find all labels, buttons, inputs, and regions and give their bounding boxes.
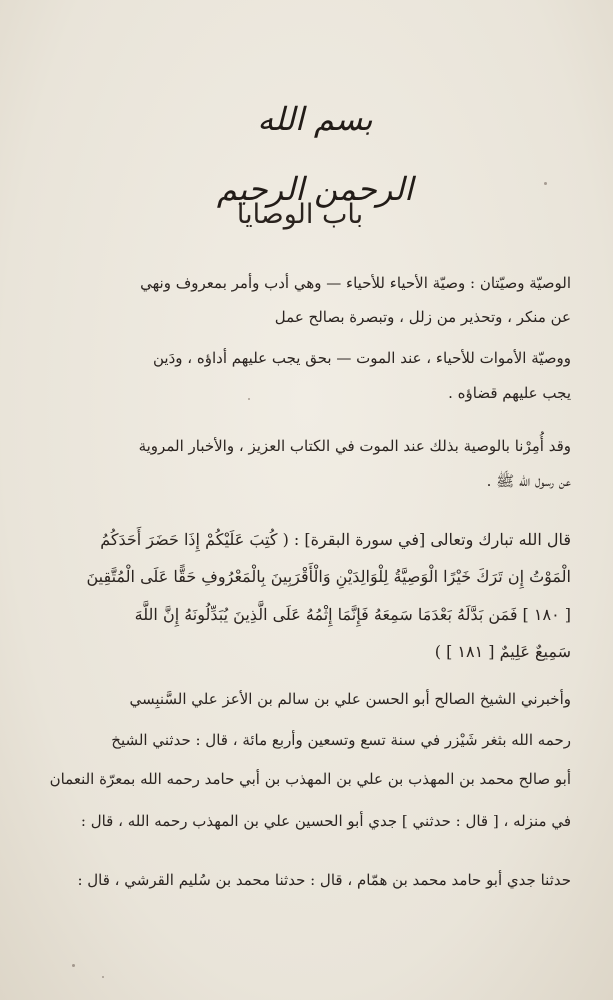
- text-line: رحمه الله بثغر شَيْزر في سنة تسع وتسعين وأربع مائة ، قال : حدثني الشيخ: [111, 731, 571, 749]
- text-line: وأخبرني الشيخ الصالح أبو الحسن علي بن سالم بن الأعز علي السَّنبِسي: [129, 690, 571, 708]
- text-line: الوصيّة وصيّتان : وصيّة الأحياء للأحياء — وهي أدب وأمر بمعروف ونهي: [140, 274, 571, 292]
- quran-verse-line: سَمِيعٌ عَلِيمٌ [ ١٨١ ] ): [434, 642, 571, 661]
- text-line: في منزله ، [ قال : حدثني ] جدي أبو الحسين علي بن المهذب رحمه الله ، قال :: [80, 812, 571, 830]
- text-line: ووصيّة الأموات للأحياء ، عند الموت — بحق يجب عليهم أداؤه ، ودَين: [153, 349, 571, 367]
- chapter-title: باب الوصايا: [236, 199, 364, 230]
- paper-speck: [544, 182, 547, 185]
- quran-verse-line: [ ١٨٠ ] فَمَن بَدَّلَهُ بَعْدَمَا سَمِعَهُ فَإِنَّمَا إِثْمُهُ عَلَى الَّذِينَ يُبَدِّلُونَهُ إِنَّ اللَّهَ: [134, 605, 571, 624]
- text-line: يجب عليهم قضاؤه .: [448, 384, 571, 402]
- text-line: وقد أُمِرْنا بالوصية بذلك عند الموت في الكتاب العزيز ، والأخبار المروية: [138, 437, 571, 455]
- paper-speck: [72, 964, 75, 967]
- paper-speck: [102, 976, 104, 978]
- quran-verse-line: قال الله تبارك وتعالى [في سورة البقرة] : ( كُتِبَ عَلَيْكُمْ إِذَا حَضَرَ أَحَدَكُمُ: [100, 530, 571, 549]
- text-line: أبو صالح محمد بن المهذب بن علي بن المهذب بن أبي حامد رحمه الله بمعرّة النعمان: [49, 770, 571, 788]
- text-line: عن رسول الله ﷺ .: [486, 472, 571, 490]
- paper-speck: [248, 398, 250, 400]
- quran-verse-line: الْمَوْتُ إِن تَرَكَ خَيْرًا الْوَصِيَّةُ لِلْوَالِدَيْنِ وَالْأَقْرَبِينَ بِالْمَعْرُوفِ حَقًّا عَلَى الْمُتَّقِينَ: [86, 567, 571, 586]
- basmala-heading: بسم الله الرحمن الرحيم: [216, 100, 414, 208]
- text-line: عن منكر ، وتحذير من زلل ، وتبصرة بصالح عمل: [274, 308, 571, 326]
- text-line: حدثنا جدي أبو حامد محمد بن همّام ، قال : حدثنا محمد بن سُليم القرشي ، قال :: [77, 871, 571, 889]
